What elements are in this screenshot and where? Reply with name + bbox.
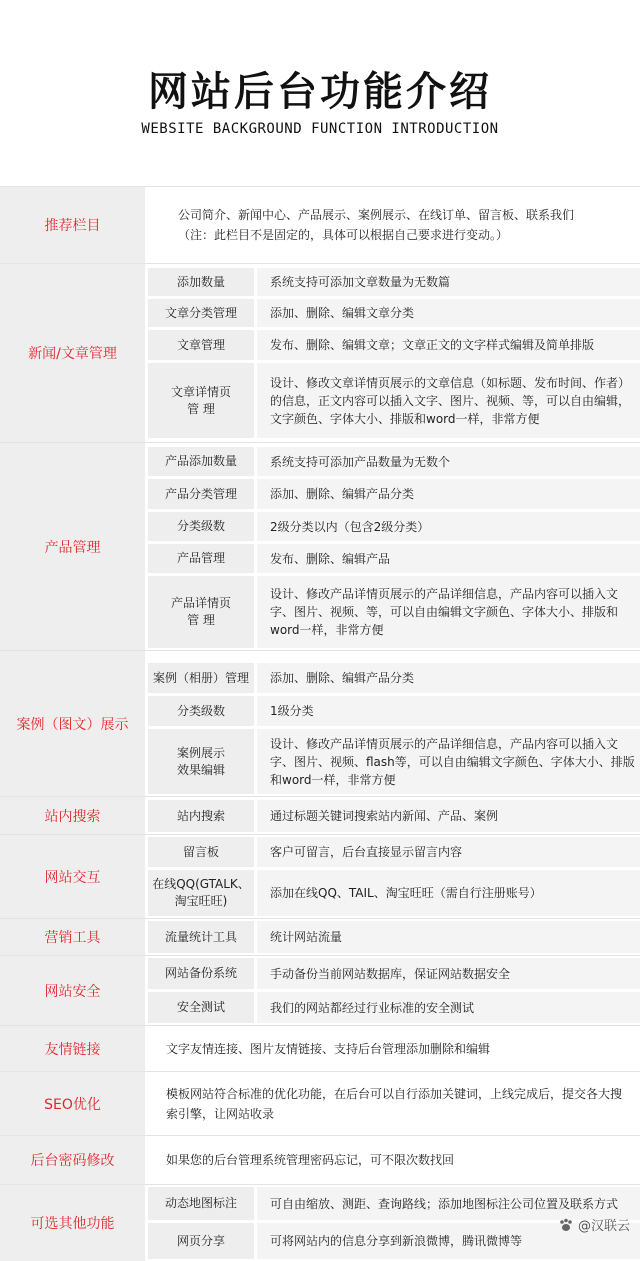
row-desc: 我们的网站都经过行业标准的安全测试 xyxy=(257,992,640,1023)
watermark-text: @汉联云 xyxy=(577,1219,630,1234)
row-label: 在线QQ(GTALK、 淘宝旺旺) xyxy=(148,870,254,916)
table-row xyxy=(148,479,640,509)
section-text: 文字友情连接、图片友情链接、支持后台管理添加删除和编辑 xyxy=(166,1041,491,1056)
category-label: 站内搜索 xyxy=(0,797,145,834)
page-subtitle: WEBSITE BACKGROUND FUNCTION INTRODUCTION xyxy=(141,121,499,137)
row-desc: 添加、删除、编辑产品分类 xyxy=(257,479,640,509)
row-label: 产品分类管理 xyxy=(148,479,254,509)
section-password xyxy=(0,1135,640,1184)
section-security xyxy=(0,955,640,1025)
row-desc: 1级分类 xyxy=(257,696,640,726)
table-row xyxy=(148,447,640,476)
section-interaction xyxy=(0,834,640,918)
table-row xyxy=(148,992,640,1023)
table-row xyxy=(148,696,640,726)
row-desc: 设计、修改产品详情页展示的产品详细信息，产品内容可以插入文字、图片、视频、等，可以自由编辑文字颜色、字体大小、排版和word一样，非常方便 xyxy=(257,576,640,648)
table-row xyxy=(148,576,640,648)
page-title: 网站后台功能介绍 xyxy=(148,69,492,115)
row-label: 案例（相册）管理 xyxy=(148,663,254,693)
row-label: 文章管理 xyxy=(148,330,254,360)
table-row xyxy=(148,299,640,327)
watermark xyxy=(558,1215,630,1234)
category-label: 新闻/文章管理 xyxy=(0,264,145,442)
section-text: 公司简介、新闻中心、产品展示、案例展示、在线订单、留言板、联系我们 （注：此栏目不是固定的，具体可以根据自己要求进行变动。） xyxy=(178,208,575,242)
table-row xyxy=(148,870,640,916)
section-products xyxy=(0,442,640,650)
row-label: 案例展示 效果编辑 xyxy=(148,729,254,794)
table-row xyxy=(148,921,640,953)
row-label: 留言板 xyxy=(148,837,254,867)
table-row xyxy=(148,958,640,989)
table-row xyxy=(148,837,640,867)
row-label: 文章分类管理 xyxy=(148,299,254,327)
category-label: SEO优化 xyxy=(0,1072,145,1135)
section-seo xyxy=(0,1071,640,1135)
row-desc: 手动备份当前网站数据库，保证网站数据安全 xyxy=(257,958,640,989)
table-row xyxy=(148,330,640,360)
section-cases xyxy=(0,650,640,796)
row-label: 分类级数 xyxy=(148,696,254,726)
category-label: 网站交互 xyxy=(0,835,145,918)
paw-icon xyxy=(558,1217,574,1233)
section-marketing xyxy=(0,918,640,955)
section-text: 模板网站符合标准的优化功能，在后台可以自行添加关键词，上线完成后，提交各大搜索引擎，让网站收录 xyxy=(166,1086,623,1121)
section-text: 如果您的后台管理系统管理密码忘记，可不限次数找回 xyxy=(166,1153,455,1167)
row-label: 产品管理 xyxy=(148,544,254,573)
row-desc: 系统支持可添加文章数量为无数篇 xyxy=(257,268,640,296)
row-desc: 客户可留言，后台直接显示留言内容 xyxy=(257,837,640,867)
row-desc: 发布、删除、编辑产品 xyxy=(257,544,640,573)
row-desc: 通过标题关键词搜索站内新闻、产品、案例 xyxy=(257,800,640,832)
section-site-search xyxy=(0,796,640,834)
row-desc: 可将网站内的信息分享到新浪微博，腾讯微博等 xyxy=(257,1223,640,1259)
row-label: 网站备份系统 xyxy=(148,958,254,989)
section-optional xyxy=(0,1184,640,1261)
row-label: 产品详情页 管 理 xyxy=(148,576,254,648)
section-friend-links xyxy=(0,1025,640,1071)
row-label: 安全测试 xyxy=(148,992,254,1023)
row-desc: 添加、删除、编辑文章分类 xyxy=(257,299,640,327)
row-label: 站内搜索 xyxy=(148,800,254,832)
table-row xyxy=(148,663,640,693)
table-row xyxy=(148,544,640,573)
row-label: 流量统计工具 xyxy=(148,921,254,953)
row-label: 分类级数 xyxy=(148,512,254,541)
category-label: 产品管理 xyxy=(0,443,145,650)
row-desc: 发布、删除、编辑文章；文章正文的文字样式编辑及简单排版 xyxy=(257,330,640,360)
row-label: 添加数量 xyxy=(148,268,254,296)
category-label: 友情链接 xyxy=(0,1026,145,1071)
category-label: 网站安全 xyxy=(0,956,145,1025)
row-desc: 设计、修改产品详情页展示的产品详细信息，产品内容可以插入文字、图片、视频、flash等，可以自由编辑文字颜色、字体大小、排版和word一样，非常方便 xyxy=(257,729,640,794)
row-desc: 可自由缩放、测距、查询路线；添加地图标注公司位置及联系方式 xyxy=(257,1187,640,1220)
table-row xyxy=(148,512,640,541)
table-row xyxy=(148,363,640,438)
category-label: 营销工具 xyxy=(0,919,145,955)
row-label: 文章详情页 管 理 xyxy=(148,363,254,438)
row-label: 动态地图标注 xyxy=(148,1187,254,1220)
section-news xyxy=(0,263,640,442)
row-desc: 统计网站流量 xyxy=(257,921,640,953)
table-row xyxy=(148,268,640,296)
category-label: 案例（图文）展示 xyxy=(0,651,145,796)
category-label: 可选其他功能 xyxy=(0,1185,145,1261)
category-label: 推荐栏目 xyxy=(0,187,145,263)
row-label: 网页分享 xyxy=(148,1223,254,1259)
row-desc: 设计、修改文章详情页展示的文章信息（如标题、发布时间、作者）的信息，正文内容可以插入文字、图片、视频、等，可以自由编辑，文字颜色、字体大小、排版和word一样，非常方便 xyxy=(257,363,640,438)
row-label: 产品添加数量 xyxy=(148,447,254,476)
category-label: 后台密码修改 xyxy=(0,1136,145,1184)
table-row xyxy=(148,729,640,794)
row-desc: 2级分类以内（包含2级分类） xyxy=(257,512,640,541)
table-row xyxy=(148,800,640,832)
row-desc: 添加在线QQ、TAIL、淘宝旺旺（需自行注册账号） xyxy=(257,870,640,916)
row-desc: 系统支持可添加产品数量为无数个 xyxy=(257,447,640,476)
row-desc: 添加、删除、编辑产品分类 xyxy=(257,663,640,693)
section-recommended xyxy=(0,186,640,263)
